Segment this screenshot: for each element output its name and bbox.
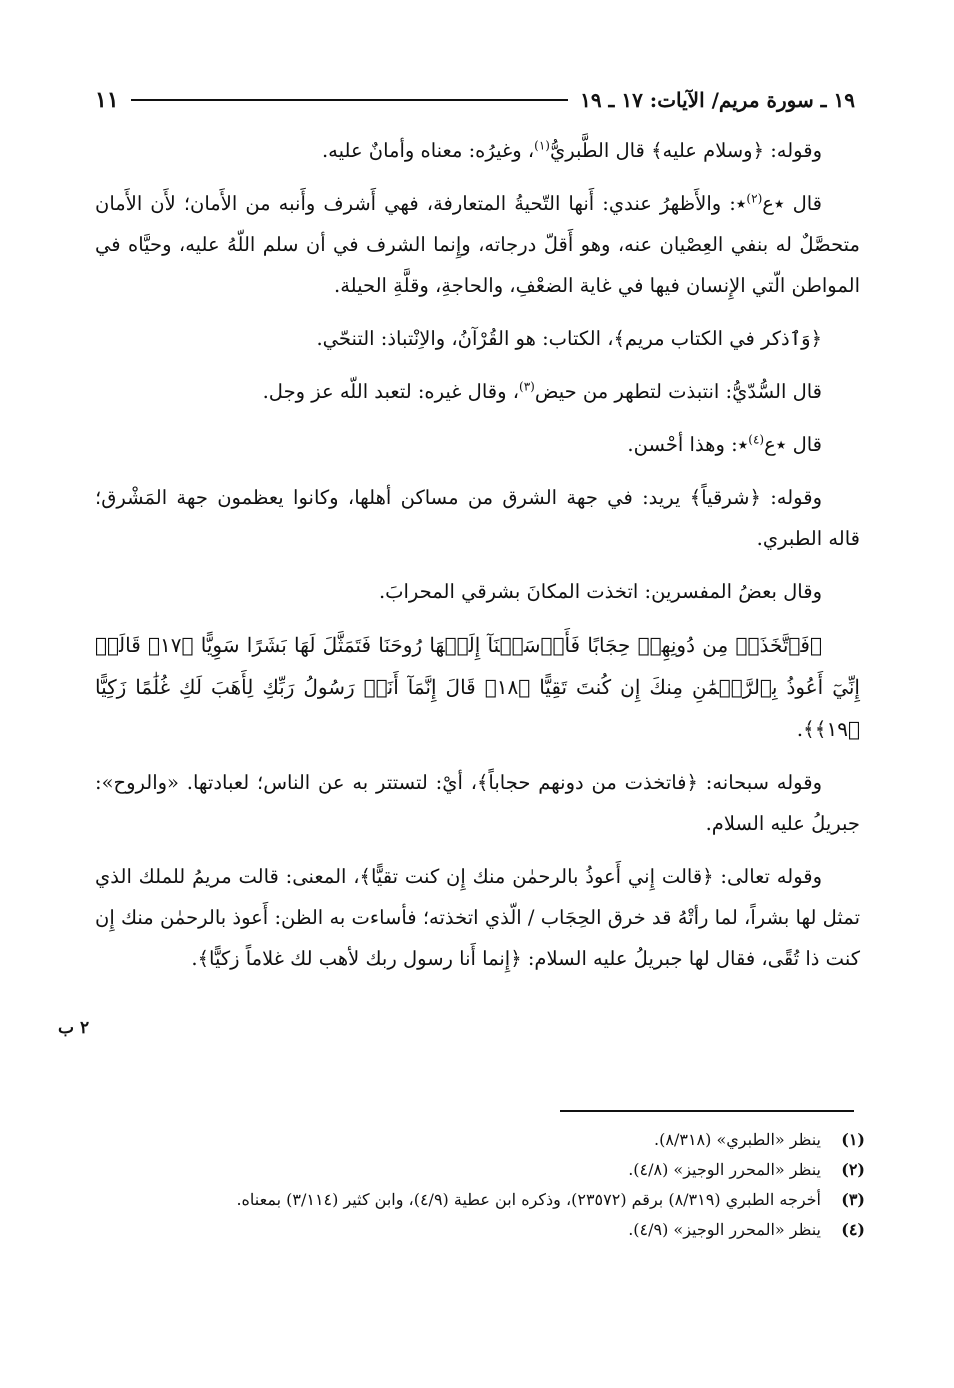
- footnote-separator: [560, 1110, 854, 1112]
- footnote-ref[interactable]: (٣): [519, 379, 535, 394]
- paragraph: قال السُّدّيُّ: انتبذت لتطهر من حيض$^{(٣)}$، وقال غيره: لتعبد اللّه عز وجل.: [262, 379, 822, 403]
- paragraph: وقال بعضُ المفسرين: اتخذت المكانَ بشرقي المحرابَ.: [378, 580, 822, 603]
- main-text: [95, 130, 860, 991]
- paragraph: وقوله: ﴿شرقياً﴾ يريد: في جهة الشرق من مساكن أهلها، وكانوا يعظمون جهة المَشْرق؛ قاله الطبري.: [95, 486, 860, 550]
- footnote-item: [95, 1185, 865, 1215]
- footnote-number: (١): [841, 1130, 865, 1149]
- footnote-text: أخرجه الطبري (٨/٣١٩) برقم (٢٣٥٧٢)، وذكره ابن عطية (٤/٩)، وابن كثير (٣/١١٤) بمعناه.: [236, 1190, 821, 1209]
- footnote-ref[interactable]: (٢): [746, 191, 763, 206]
- manuscript-folio-marker: ٢ ب: [58, 1018, 90, 1038]
- footnote-ref[interactable]: (١): [534, 138, 550, 153]
- footnote-text: ينظر «الطبري» (٨/٣١٨).: [654, 1130, 821, 1149]
- footnote-item: [95, 1125, 865, 1155]
- footnote-text: ينظر «المحرر الوجيز» (٤/٨).: [628, 1160, 821, 1179]
- paragraph: ﴿وَٱذكر في الكتاب مريم﴾، الكتاب: هو القُرْآنُ، والاِنْتباذ: التنحّي.: [316, 327, 822, 350]
- footnote-number: (٢): [841, 1160, 865, 1179]
- page-number: ١١: [95, 87, 119, 113]
- paragraph: وقوله: ﴿وسلام عليه﴾ قال الطَّبريُّ$^{(١)}$، وغيرُه: معناه وأمانٌ عليه.: [321, 138, 822, 162]
- footnote-item: [95, 1155, 865, 1185]
- footnote-number: (٤): [841, 1220, 865, 1239]
- footnote-number: (٣): [841, 1190, 865, 1209]
- header-rule: [131, 99, 568, 101]
- quran-verses: ﴿فَٱتَّخَذَتۡ مِن دُونِهِمۡ حِجَابًا فَأَرۡسَلۡنَآ إِلَيۡهَا رُوحَنَا فَتَمَثَّلَ لَهَا بَشَرًا سَوِيًّا ﴿١٧﴾ قَالَتۡ إِنِّيٓ أَعُوذُ بِٱلرَّحۡمَٰنِ مِنكَ إِن كُنتَ تَقِيًّا ﴿١٨﴾ قَالَ إِنَّمَآ أَنَا۠ رَسُولُ رَبِّكِ لِأَهَبَ لَكِ غُلَٰمًا زَكِيًّا ﴿١٩﴾﴾.: [95, 633, 860, 741]
- footnote-ref[interactable]: (٤): [748, 432, 765, 447]
- paragraph: وقوله سبحانه: ﴿فاتخذت من دونهم حجاباً﴾، أيْ: لتستتر به عن الناس؛ لعبادتها. «والروح»: جبريلُ عليه السلام.: [95, 771, 860, 835]
- footnote-item: [95, 1215, 865, 1245]
- paragraph: قال ٭ع$^{(٤)}$٭: وهذا أحْسن.: [627, 432, 822, 456]
- footnotes: [95, 1125, 865, 1245]
- running-header: [95, 80, 855, 120]
- paragraph: وقوله تعالى: ﴿قالت إِني أَعوذُ بالرحمٰن منك إِن كنت تقيًّا﴾، المعنى: قالت مريمُ للملك الذي تمثل لها بشراً، لما رأتْهُ قد خرق الحِجَاب / الّذي اتخذته؛ فأساءت به الظن: أَعوذ بالرحمٰن منك إِن كنت ذا تُقًى، فقال لها جبريلُ عليه السلام: ﴿إِنما أَنا رسول ربك لأهب لك غلاماً زكيًّا﴾.: [95, 865, 860, 970]
- paragraph: قال ٭ع$^{(٢)}$٭: والأَظهرُ عندي: أَنها التّحيةُ المتعارفة، فهي أَشرف وأَنبه من الأَمان؛ لأَن الأَمان متحصَّلٌ له بنفي العِصْيان عنه، وهو أَقلّ درجاته، وإِنما الشرف في أن سلم اللّهُ عليه، وحيَّاه في المواطن الّتي الإِنسان فيها في غاية الضعْفِ، والحاجةِ، وقلَّةِ الحيلة.: [95, 191, 860, 297]
- chapter-title: ١٩ ـ سورة مريم/ الآيات: ١٧ ـ ١٩: [580, 88, 855, 112]
- footnote-text: ينظر «المحرر الوجيز» (٤/٩).: [628, 1220, 821, 1239]
